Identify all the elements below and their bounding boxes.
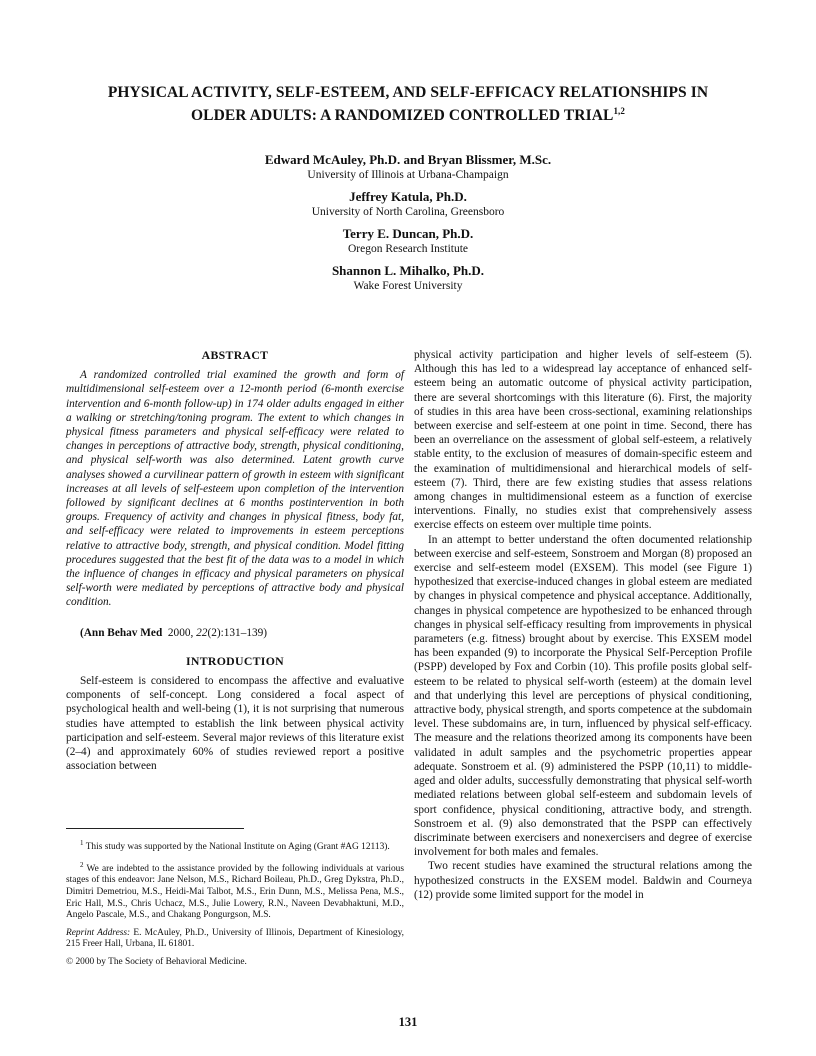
author-name: Terry E. Duncan, Ph.D. xyxy=(342,226,474,241)
body-paragraph: physical activity participation and higher levels of self-esteem (5). Although this has led to a widespread lay acceptance of enhanced self-esteem being an automatic outcome of physical activity participation, there are several shortcomings with this literature (6). First, the majority of studies in this area have been cross-sectional, examining relationships between exercise and self-esteem at one point in time. Second, there has been an overreliance on the assessment of global self-esteem, a relatively stable entity, to the exclusion of measures of domain-specific esteem and the examination of multidimensional and hierarchical models of self-esteem (7). Third, there are few existing studies that assess relations among changes in multidimensional esteem as a function of exercise interventions. Finally, no studies exist that comprehensively assess exercise effects on esteem over multiple time points. xyxy=(414,349,752,532)
citation-journal: (Ann Behav Med xyxy=(80,626,163,639)
abstract-heading: ABSTRACT xyxy=(201,348,269,362)
article-title xyxy=(70,83,746,125)
author-affiliation: Wake Forest University xyxy=(353,280,463,292)
footnote-2 xyxy=(66,860,404,922)
reprint-address xyxy=(66,928,404,951)
author-list xyxy=(108,152,708,300)
footnote-1-marker: 1 xyxy=(80,839,84,847)
citation-pages: (2):131–139) xyxy=(207,626,268,639)
footnote-divider xyxy=(66,828,244,829)
author-affiliation: Oregon Research Institute xyxy=(347,243,469,255)
citation-volume: 22 xyxy=(196,626,208,639)
journal-citation xyxy=(80,626,404,640)
copyright-notice: © 2000 by The Society of Behavioral Medicine. xyxy=(66,957,247,967)
author-name: Edward McAuley, Ph.D. and Bryan Blissmer, M.Sc. xyxy=(264,152,552,167)
body-paragraph: In an attempt to better understand the often documented relationship between exercise and self-esteem, Sonstroem and Morgan (8) proposed an exercise and self-esteem model (EXSEM). This model (see Figure 1) hypothesized that exercise-induced changes in global esteem are mediated by changes in physical competence and physical acceptance. Additionally, changes in physical competence are hypothesized to be enhanced through changes in physical self-efficacy resulting from improvements in physical parameters (e.g. fitness) brought about by exercise. This EXSEM model has been expanded (9) to incorporate the Physical Self-Perception Profile (PSPP) developed by Fox and Corbin (10). This profile posits global self-esteem to be related to physical self-worth (esteem) at the domain level and that underlying this level are perceptions of physical conditioning, attractive body, physical strength, and sports competence at the subdomain level. These subdomains are, in turn, influenced by physical self-efficacy. The measure and the relations theorized among its components have been validated in adult samples and the psychometric properties appear adequate. Sonstroem et al. (9) administered the PSPP (10,11) to middle-aged and older adults, successfully demonstrating that physical self-worth mediated relations between global self-esteem and subdomain levels of sport confidence, physical conditioning, attractive body, and strength. Sonstroem et al. (9) also demonstrated that the PSPP can effectively discriminate between exercisers and nonexercisers and degree of exercise involvement for both males and females. xyxy=(414,533,752,859)
author-block xyxy=(108,189,708,219)
abstract-text: A randomized controlled trial examined the growth and form of multidimensional self-esteem over a 12-month period (6-month exercise intervention and 6-month follow-up) in 174 older adults engaged in either a walking or stretching/toning program. The extent to which changes in physical fitness parameters and physical self-efficacy were related to changes in perceptions of attractive body, strength, physical conditioning, and physical self-worth was also determined. Latent growth curve analyses showed a curvilinear pattern of growth in esteem with significant increases at all levels of self-esteem upon completion of the intervention followed by significant declines at 6 months postintervention in both groups. Frequency of activity and changes in physical fitness, body fat, and self-efficacy were related to improvements in esteem perceptions relative to attractive body, strength, and physical condition. Model fitting procedures suggested that the best fit of the data was to a model in which the influence of changes in efficacy and physical parameters on physical self-worth were mediated by perceptions of attractive body and physical condition. xyxy=(66,369,404,609)
author-block xyxy=(108,263,708,293)
body-paragraph: Two recent studies have examined the structural relations among the hypothesized constructs in the EXSEM model. Baldwin and Courneya (12) provide some limited support for the model in xyxy=(414,860,752,901)
title-line-1: PHYSICAL ACTIVITY, SELF-ESTEEM, AND SELF-EFFICACY RELATIONSHIPS IN xyxy=(107,84,709,101)
right-column xyxy=(414,348,752,902)
footnote-2-marker: 2 xyxy=(80,860,84,869)
author-block xyxy=(108,226,708,256)
title-line-2-text: OLDER ADULTS: A RANDOMIZED CONTROLLED TRIAL xyxy=(190,107,614,125)
introduction-heading: INTRODUCTION xyxy=(186,653,284,668)
title-line-2 xyxy=(70,102,746,125)
author-name: Shannon L. Mihalko, Ph.D. xyxy=(331,263,485,278)
footnote-2-text: We are indebted to the assistance provided by the following individuals at various stages of this endeavor: Jane Nelson, M.S., Richard Boileau, Ph.D., Greg Dykstra, Ph.D., Dimitri Demetriou, M.S., Heidi-Mai Talbot, M.S., Erin Dunn, M.S., Melissa Pena, M.S., Eric Hall, M.S., Chris Uchacz, M.S., Julie Lowery, R.N., Naveen Devabhaktuni, M.D., Angelo Pascale, M.S., and Chakang Pongurgson, M.S. xyxy=(66,863,404,921)
author-affiliation: University of North Carolina, Greensboro xyxy=(311,206,505,218)
author-block xyxy=(108,152,708,182)
left-column xyxy=(66,348,404,773)
reprint-text: E. McAuley, Ph.D., University of Illinois, Department of Kinesiology, 215 Freer Hall, Urbana, IL 61801. xyxy=(66,927,405,950)
author-name: Jeffrey Katula, Ph.D. xyxy=(349,189,467,204)
citation-year: 2000, xyxy=(167,626,194,639)
reprint-label: Reprint Address: xyxy=(66,927,131,938)
author-affiliation: University of Illinois at Urbana-Champaign xyxy=(307,169,509,181)
footnote-1 xyxy=(66,838,404,854)
footnotes xyxy=(66,838,404,975)
introduction-paragraph: Self-esteem is considered to encompass the affective and evaluative components of self-concept. Long considered a focal aspect of psychological health and well-being (1), it is not surprising that numerous studies have attempted to establish the link between physical activity participation and self-esteem. Several major reviews of this literature exist (2–4) and approximately 60% of studies reviewed report a positive association between xyxy=(66,675,404,773)
title-footnote-marker: 1,2 xyxy=(613,106,626,116)
page-number: 131 xyxy=(398,1015,418,1029)
footnote-1-text: This study was supported by the National Institute on Aging (Grant #AG 12113). xyxy=(85,842,390,853)
